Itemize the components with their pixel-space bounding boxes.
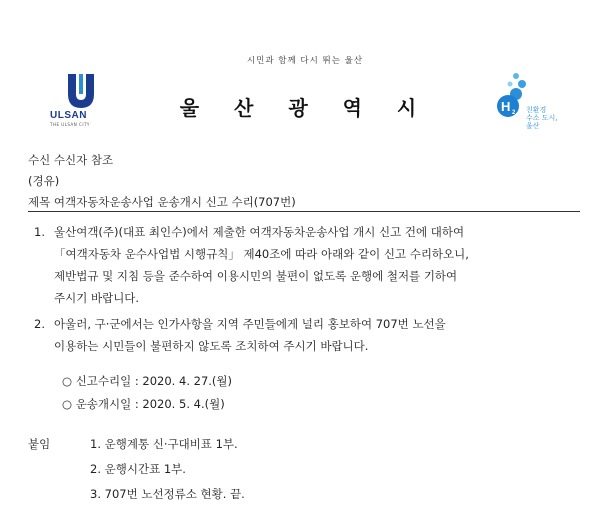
report-date: ○ 신고수리일 : 2020. 4. 27.(월): [62, 374, 232, 388]
item-number: 2.: [34, 317, 45, 331]
recipient-line: 수신 수신자 참조: [28, 153, 114, 167]
item-text: [54, 313, 594, 357]
svg-text:2: 2: [512, 110, 516, 116]
item-text: [54, 221, 594, 309]
logo-name: ULSAN: [50, 110, 87, 121]
hydrogen-bubbles-icon: [496, 72, 530, 132]
logo-subtitle: THE ULSAN CITY: [50, 122, 90, 127]
item-line: 이용하는 시민들이 불편하지 않도록 조치하여 주시기 바랍니다.: [54, 339, 369, 353]
attachment-item: 1. 운행계통 신·구대비표 1부.: [90, 437, 238, 451]
item-number: 1.: [34, 225, 45, 239]
svg-text:H: H: [501, 99, 511, 114]
attachments-label: 붙임: [28, 437, 51, 451]
item-line: 아울러, 구·군에서는 인가사항을 지역 주민들에게 널리 홍보하여 707번 노선을: [54, 317, 446, 331]
logo-line: 수소 도시,: [526, 114, 558, 122]
start-date: ○ 운송개시일 : 2020. 5. 4.(월): [62, 397, 225, 411]
logo-line: 친환경: [526, 106, 547, 114]
logo-line: 울산: [526, 122, 540, 130]
subject-divider: [28, 211, 580, 212]
attachment-item: 2. 운행시간표 1부.: [90, 462, 186, 476]
slogan: 시민과 함께 다시 뛰는 울산: [246, 56, 364, 66]
hydrogen-city-logo: [496, 72, 576, 138]
attachment-item: 3. 707번 노선정류소 현황. 끝.: [90, 487, 245, 501]
item-line: 울산여객(주)(대표 최인수)에서 제출한 여객자동차운송사업 개시 신고 건에 대하여: [54, 225, 465, 239]
subject-line: 제목 여객자동차운송사업 운송개시 신고 수리(707번): [28, 195, 296, 209]
item-line: 주시기 바랍니다.: [54, 291, 140, 305]
item-line: 제반법규 및 지침 등을 준수하여 이용시민의 불편이 없도록 운행에 철저를 기하여: [54, 269, 458, 283]
page-title: 울 산 광 역 시: [179, 96, 431, 120]
via-line: (경유): [28, 174, 60, 188]
item-line: 「여객자동차 운수사업법 시행규칙」 제40조에 따라 아래와 같이 신고 수리하오니,: [54, 247, 469, 261]
